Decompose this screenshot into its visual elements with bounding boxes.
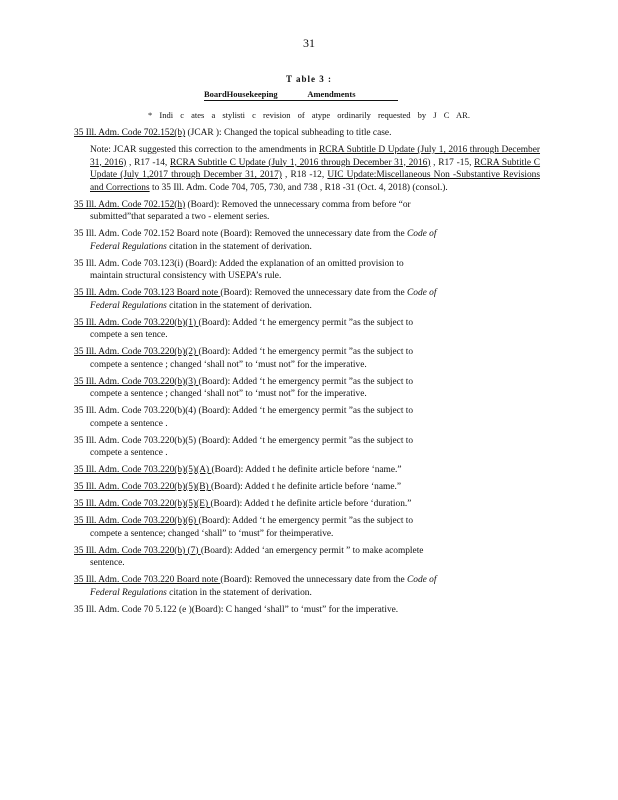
list-item xyxy=(74,405,540,430)
entry-text: Code of xyxy=(407,575,437,585)
entry-text: (Board): Added t he definite article before ‘name.” xyxy=(211,465,402,475)
list-item xyxy=(74,127,540,140)
list-item xyxy=(74,545,540,570)
entry-text: (Board): Added t he definite article before ‘name.” xyxy=(210,482,401,492)
entry-text: (Board): Added ‘an emergency permit ” to make acomplete xyxy=(200,545,424,556)
entry-text: citation in the statement of derivation. xyxy=(166,587,312,598)
table-note: * Indi c ates a stylisti c revision of atype ordinarily requested by J C AR. xyxy=(148,110,470,120)
citation: 35 Ill. Adm. Code 703.220(b)(5)(A) xyxy=(74,465,212,475)
entry-text: 35 Ill. Adm. Code 703.123(i) (Board): Added the explanation of an omitted provision to xyxy=(74,258,404,269)
entry-text: (Board): Removed the unnecessary date from the xyxy=(220,575,407,585)
entry-text: submitted”that separated a two - element series. xyxy=(90,212,270,222)
entry-text: (Board): Added ‘t he emergency permit ”as the subject to xyxy=(198,376,414,387)
entry-text: (JCAR ): Changed the topical subheading to title case. xyxy=(185,128,392,138)
table-subtitle: BoardHousekeeping Amendments xyxy=(204,89,398,101)
citation: 35 Ill. Adm. Code 702.152(b) xyxy=(74,128,186,138)
entry-text: citation in the statement of derivation. xyxy=(166,300,312,311)
page-number: 31 xyxy=(303,36,315,50)
entry-text: Note: JCAR suggested this correction to the amendments in xyxy=(90,145,320,155)
entry-text: compete a sentence; changed ‘shall” to ‘must” for theimperative. xyxy=(90,528,334,539)
docket-title: RCRA Subtitle C Update (July 1,2017 through December 31, 2017) xyxy=(90,157,541,180)
citation: 35 Ill. Adm. Code 703.220(b)(6) xyxy=(74,516,199,526)
docket-title: RCRA Subtitle D Update (July 1, 2016 through December 31, 2016) xyxy=(90,145,541,168)
entry-text: (Board): Added ‘t he emergency permit ”as the subject to xyxy=(196,406,414,416)
entry-text: (Board): Removed the unnecessary date from the xyxy=(220,288,407,298)
entry-text: maintain structural consistency with USEPA’s rule. xyxy=(90,271,282,281)
entry-text: (Board): Added ‘t he emergency permit ”as the subject to xyxy=(198,516,414,526)
list-item xyxy=(74,346,540,371)
list-item xyxy=(74,258,540,283)
citation: 35 Ill. Adm. Code 703.220(b)(2) xyxy=(74,347,199,357)
entry-text: compete a sentence ; changed ‘shall not” to ‘must not” for the imperative. xyxy=(90,359,367,370)
list-item xyxy=(74,287,540,312)
entry-text: Code of xyxy=(407,288,437,298)
entry-text: Code of xyxy=(407,229,437,239)
citation: 35 Ill. Adm. Code 703.220(b)(1) xyxy=(74,317,199,328)
entry-text: Federal Regulations xyxy=(90,587,167,598)
entry-text: Federal Regulations xyxy=(90,241,167,252)
list-item xyxy=(74,376,540,401)
list-item xyxy=(74,604,540,617)
list-item xyxy=(74,464,540,477)
entry-text: to 35 Ill. Adm. Code 704, 705, 730, and 738 , R18 -31 (Oct. 4, 2018) (consol.). xyxy=(149,182,448,193)
list-item xyxy=(74,481,540,494)
entry-text: , R17 -14, xyxy=(126,157,170,168)
list-item xyxy=(74,228,540,253)
entry-text: (Board): Added ‘t he emergency permit ”as the subject to xyxy=(198,317,414,328)
entry-text: , R17 -15, xyxy=(430,157,475,168)
docket-title: UIC Update:Miscellaneous Non -Substantive Revisions and Corrections xyxy=(90,170,540,193)
entry-text: (Board): Removed the unnecessary comma from before “or xyxy=(185,199,411,210)
entry-text: (Board): Added ‘t he emergency permit ”as the subject to xyxy=(198,347,414,357)
table-title: T able 3 : xyxy=(285,74,333,84)
entry-text: 35 Ill. Adm. Code 70 5.122 (e )(Board): C hanged ‘shall” to ‘must” for the imperative. xyxy=(74,604,399,615)
citation: 35 Ill. Adm. Code 703.220(b) (7) xyxy=(74,545,201,556)
list-item xyxy=(74,199,540,224)
entry-text: sentence. xyxy=(90,558,125,568)
entry-text: 35 Ill. Adm. Code 702.152 Board note (Board): Removed the unnecessary date from the xyxy=(74,229,407,239)
list-item xyxy=(74,435,540,460)
jcar-note xyxy=(74,144,540,194)
amendments-list xyxy=(74,127,540,621)
entry-text: (Board): Added t he definite article before ‘duration.” xyxy=(210,499,412,509)
list-item xyxy=(74,498,540,511)
entry-text: (Board): Added ‘t he emergency permit ”as the subject to xyxy=(196,435,414,446)
entry-text: compete a sen tence. xyxy=(90,330,168,340)
list-item xyxy=(74,515,540,540)
entry-text: citation in the statement of derivation. xyxy=(166,241,312,252)
citation: 35 Ill. Adm. Code 703.220(b)(3) xyxy=(74,376,199,387)
entry-text: compete a sentence . xyxy=(90,418,168,429)
docket-title: RCRA Subtitle C Update (July 1, 2016 through December 31, 2016) xyxy=(170,157,431,168)
citation: 35 Ill. Adm. Code 703.220(b)(4) xyxy=(74,406,197,416)
entry-text: compete a sentence . xyxy=(90,448,168,458)
entry-text: compete a sentence ; changed ‘shall not” to ‘must not” for the imperative. xyxy=(90,389,367,399)
citation: 35 Ill. Adm. Code 703.220(b)(5)(B) xyxy=(74,482,211,492)
list-item xyxy=(74,574,540,599)
citation: 35 Ill. Adm. Code 703.220(b)(5) xyxy=(74,435,197,446)
citation: 35 Ill. Adm. Code 703.220 Board note xyxy=(74,575,221,585)
entry-text: , R18 -12, xyxy=(281,170,328,180)
citation: 35 Ill. Adm. Code 703.220(b)(5)(E) xyxy=(74,499,211,509)
list-item xyxy=(74,317,540,342)
entry-text: Federal Regulations xyxy=(90,300,167,311)
citation: 35 Ill. Adm. Code 703.123 Board note xyxy=(74,288,221,298)
citation: 35 Ill. Adm. Code 702.152(h) xyxy=(74,199,186,210)
